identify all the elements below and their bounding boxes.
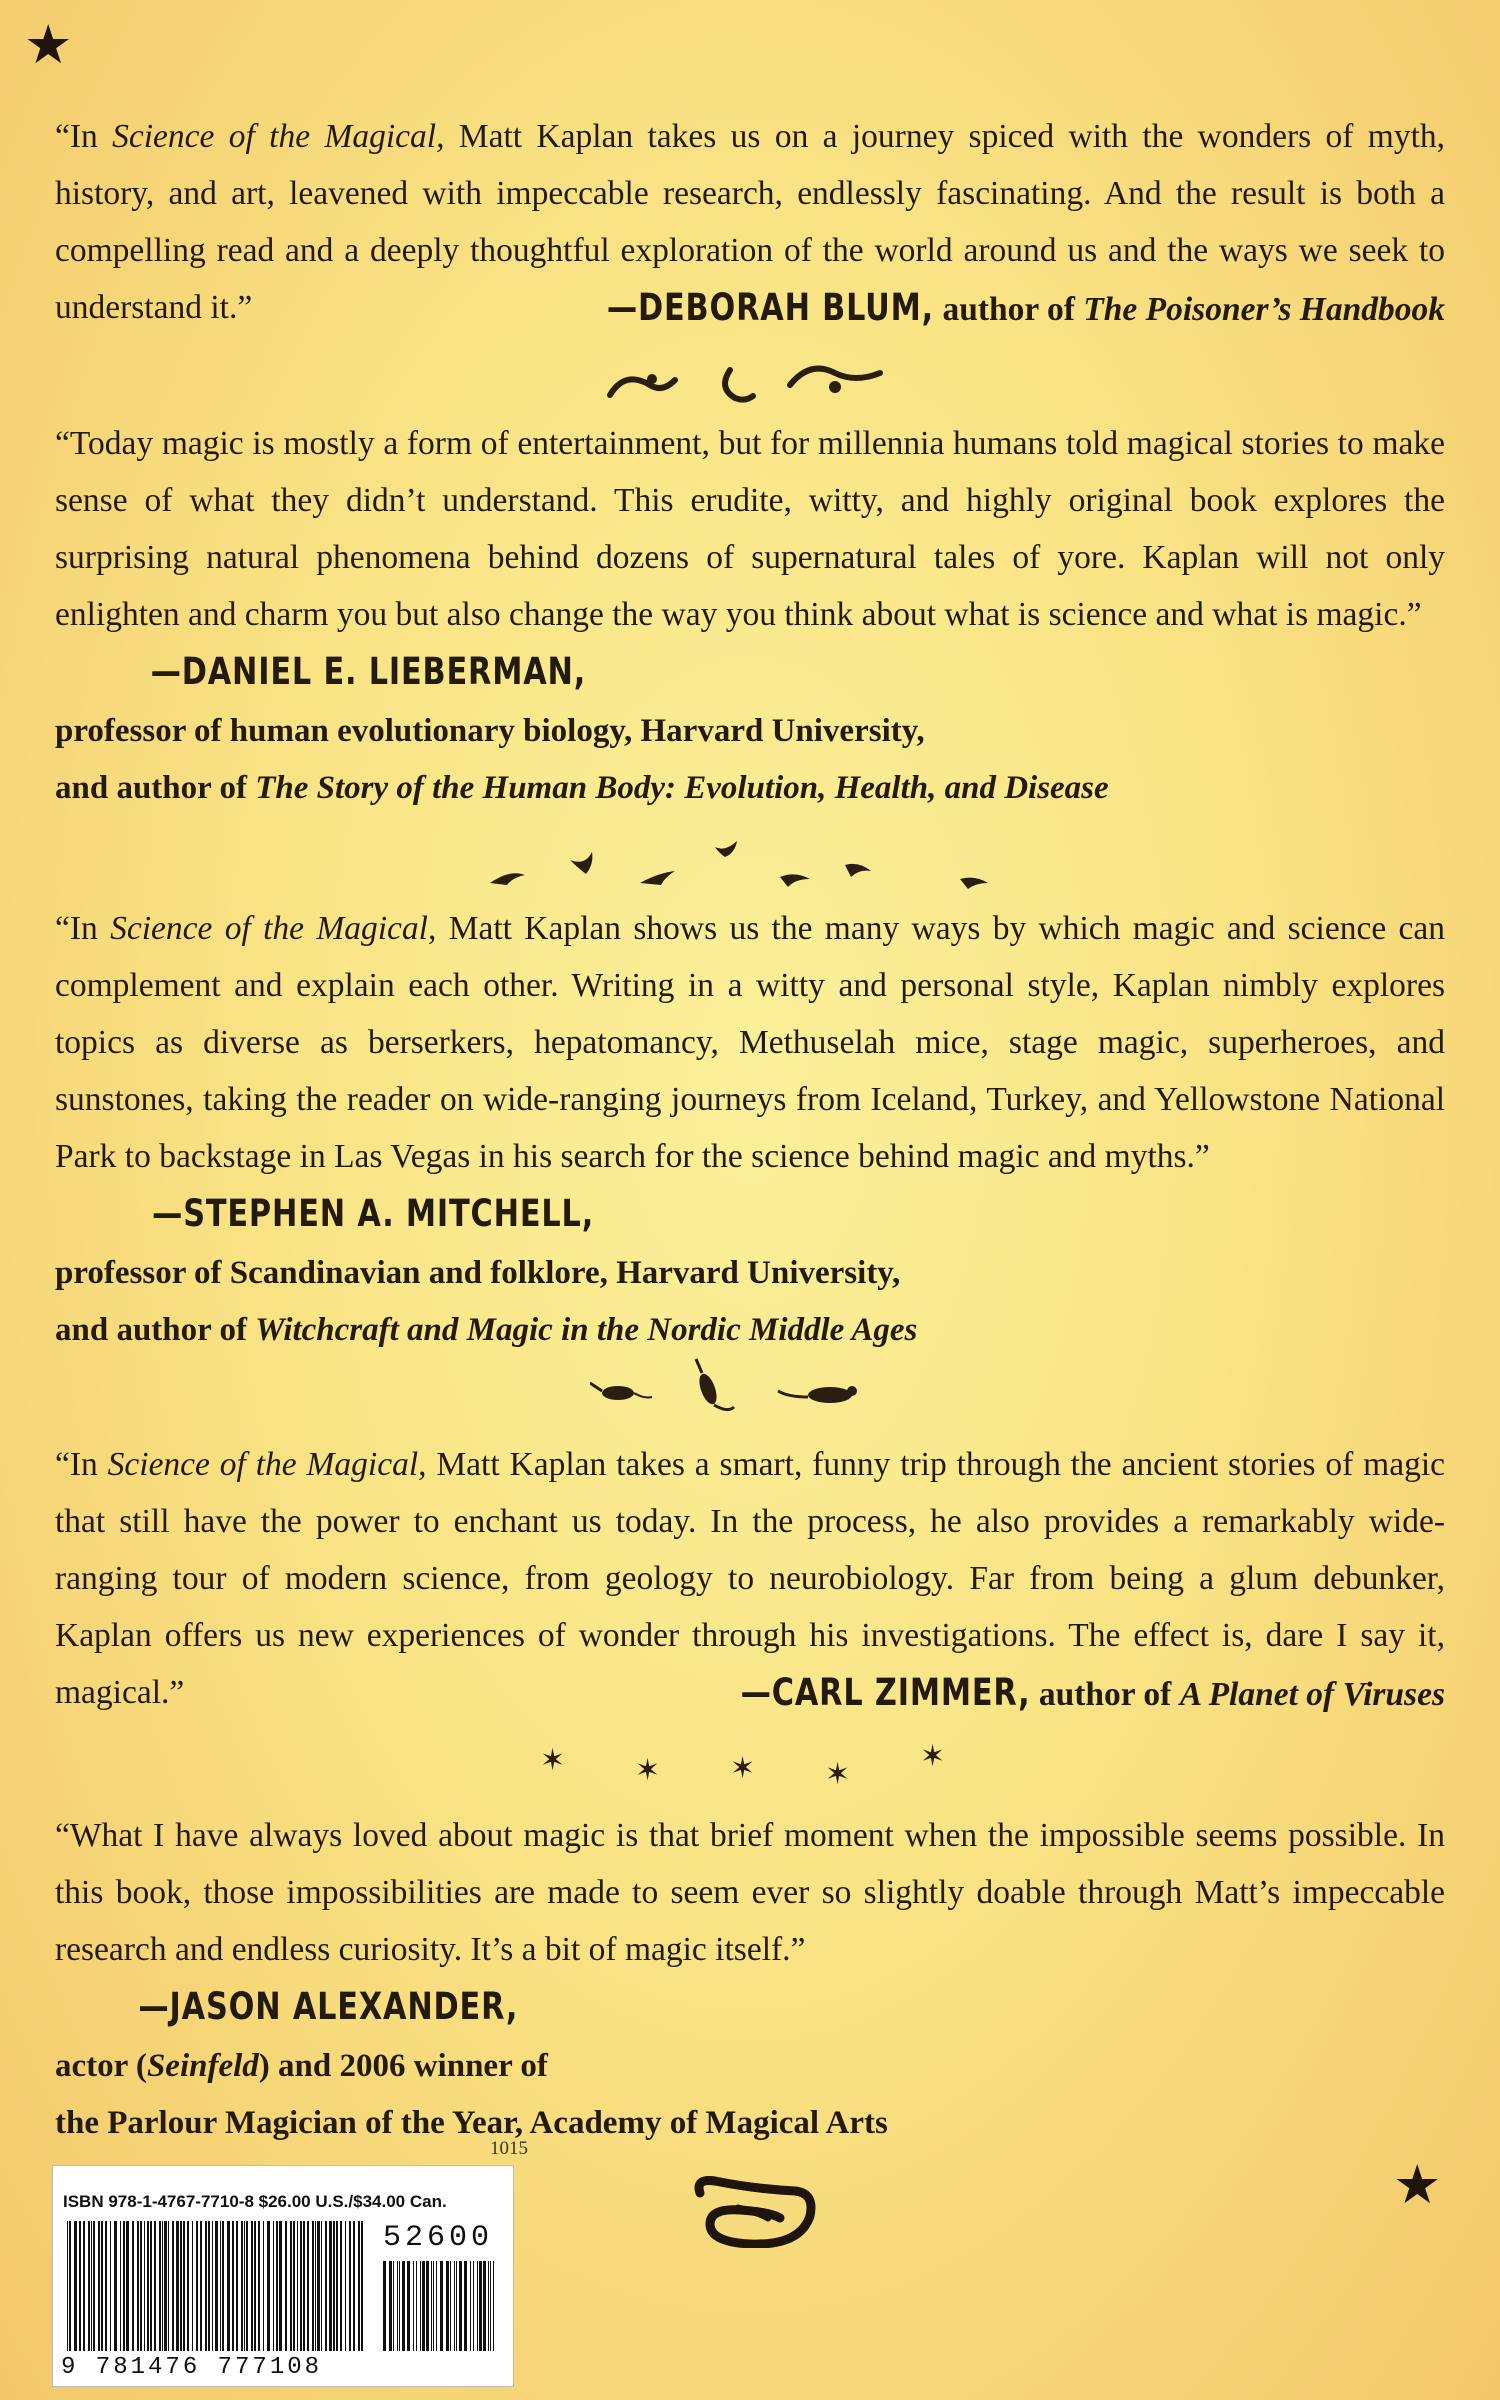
barcode-bar — [315, 2221, 316, 2351]
barcode-bar — [215, 2221, 218, 2351]
author-name: —JASON ALEXANDER, — [138, 1985, 519, 2028]
barcode-bar — [258, 2221, 260, 2351]
italic-title: The Poisoner’s Handbook — [1083, 291, 1445, 328]
barcode-bar — [358, 2221, 360, 2351]
barcode-label — [52, 2165, 514, 2387]
barcode-bar — [144, 2221, 145, 2351]
text-run: professor of human evolutionary biology, Harvard University, — [55, 713, 925, 749]
barcode-bar — [236, 2221, 238, 2351]
text-run: Matt Kaplan shows us the many ways by which magic and science can complement and explain each other. Writing in a witty and personal style, Kaplan nimbly explores topics as diverse as berserkers, hepatomancy, Methuselah mice, stage magic, superheroes, and sunstones, taking the reader on wide-ranging journeys from Iceland, Turkey, and Yellowstone National Park to backstage in Las Vegas in his search for the science behind magic and myths.” — [55, 910, 1446, 1175]
barcode-bar — [162, 2221, 163, 2351]
barcode-bar — [192, 2221, 193, 2351]
text-run: “In — [55, 1446, 108, 1483]
barcode-bar — [479, 2261, 482, 2351]
barcode-bar — [488, 2261, 489, 2351]
author-affiliation — [1031, 1676, 1446, 1713]
barcode-bar — [393, 2261, 394, 2351]
blurb-jason-alexander — [55, 1807, 1445, 2152]
barcode-bar — [440, 2261, 443, 2351]
snake-icon — [690, 2168, 820, 2248]
barcode-bar — [168, 2221, 169, 2351]
barcode-bar — [187, 2221, 189, 2351]
italic-title: A Planet of Viruses — [1179, 1676, 1445, 1713]
barcode-bar — [433, 2261, 434, 2351]
barcode-bar — [361, 2221, 363, 2351]
text-run: actor ( — [55, 2048, 147, 2084]
barcode-bar — [290, 2221, 292, 2351]
barcode-bar — [407, 2261, 410, 2351]
italic-title: Science of the Magical, — [112, 118, 445, 155]
svg-text:✶: ✶ — [920, 1740, 946, 1774]
barcode-bar — [464, 2261, 467, 2351]
attribution — [677, 1664, 1445, 1723]
barcode-bar — [420, 2261, 421, 2351]
text-run: professor of Scandinavian and folklore, Harvard University, — [55, 1255, 901, 1291]
barcode-bar — [123, 2221, 125, 2351]
barcode-bar — [93, 2221, 95, 2351]
barcode-bar — [276, 2221, 278, 2351]
barcode-bar — [205, 2221, 207, 2351]
barcode-bar — [389, 2261, 392, 2351]
barcode-bar — [227, 2221, 230, 2351]
barcode-bar — [200, 2221, 202, 2351]
barcode-bar — [470, 2261, 471, 2351]
barcode-bar — [285, 2221, 287, 2351]
barcode-bar — [321, 2221, 322, 2351]
blurb-text — [55, 415, 1445, 643]
author-name: —DANIEL E. LIEBERMAN, — [150, 650, 587, 693]
barcode-bar — [473, 2261, 474, 2351]
barcode-bar — [307, 2221, 309, 2351]
barcode-bar — [397, 2261, 398, 2351]
text-run: “Today magic is mostly a form of entertainment, but for millennia humans told magical stories to make sense of what they didn’t understand. This erudite, witty, and highly original book explores the surprising natural phenomena behind dozens of supernatural tales of yore. Kaplan will not only enlighten and charm you but also change the way you think about what is science and what is magic.” — [55, 425, 1445, 633]
attribution — [55, 1978, 1445, 2038]
text-run: Matt Kaplan takes a smart, funny trip through the ancient stories of magic that still have the power to enchant us today. In the process, he also provides a remarkably wide-ranging tour of modern science, from geology to neurobiology. Far from being a glum debunker, Kaplan offers us new experiences of wonder through his investigations. The effect is, dare I say it, magical.” — [55, 1446, 1445, 1711]
author-affiliation — [934, 291, 1445, 328]
barcode-bar — [98, 2221, 100, 2351]
barcode-bar — [208, 2221, 210, 2351]
author-affiliation — [55, 1245, 1445, 1302]
barcode-bar — [137, 2221, 139, 2351]
barcode-bar — [456, 2261, 457, 2351]
isbn-price-line: ISBN 978-1-4767-7710-8 $26.00 U.S./$34.00 Can. — [63, 2192, 447, 2211]
author-affiliation — [55, 2095, 1445, 2152]
price-barcode — [383, 2261, 498, 2351]
star-icon: ★ — [24, 15, 73, 75]
barcode-bar — [426, 2261, 429, 2351]
isbn-barcode — [67, 2221, 367, 2351]
barcode-bar — [483, 2261, 486, 2351]
barcode-bar — [254, 2221, 256, 2351]
star-icon: ★ — [1393, 2155, 1442, 2215]
star-icon — [540, 1740, 960, 1790]
italic-title: Science of the Magical, — [107, 1446, 427, 1483]
barcode-bar — [164, 2221, 167, 2351]
barcode-bar — [279, 2221, 282, 2351]
attribution — [55, 1185, 1445, 1245]
barcode-bar — [263, 2221, 264, 2351]
barcode-bar — [88, 2221, 90, 2351]
blurb-stephen-mitchell — [55, 900, 1445, 1359]
svg-text:✶: ✶ — [540, 1743, 566, 1778]
italic-title: Seinfeld — [146, 2048, 259, 2084]
barcode-bar — [446, 2261, 449, 2351]
barcode-bar — [110, 2221, 111, 2351]
author-affiliation — [55, 1302, 1445, 1359]
blurb-text — [55, 1807, 1445, 1978]
barcode-bar — [345, 2221, 346, 2351]
barcode-bar — [150, 2221, 152, 2351]
text-run: “In — [55, 118, 113, 155]
svg-text:✶: ✶ — [730, 1751, 756, 1786]
mouse-ornament — [0, 1355, 1500, 1415]
bird-icon — [490, 835, 1010, 895]
barcode-bar — [297, 2221, 298, 2351]
text-run: “What I have always loved about magic is that brief moment when the impossible seems possible. In this book, those impossibilities are made to seem ever so slightly doable through Matt’s impeccable research and endless curiosity. It’s a bit of magic itself.” — [55, 1817, 1445, 1968]
text-run: and author of — [55, 1312, 256, 1348]
barcode-bar — [79, 2221, 81, 2351]
barcode-digits: 9 781476 777108 — [61, 2354, 323, 2381]
barcode-bar — [349, 2221, 351, 2351]
barcode-bar — [183, 2221, 185, 2351]
blurb-text — [55, 108, 1445, 336]
barcode-bar — [303, 2221, 305, 2351]
italic-title: Science of the Magical, — [110, 910, 437, 947]
barcode-bar — [267, 2221, 270, 2351]
snake-ornament — [690, 2168, 820, 2253]
barcode-bar — [329, 2221, 332, 2351]
author-name: —DEBORAH BLUM, — [606, 286, 935, 329]
swirl-ornament — [0, 355, 1500, 410]
author-name: —STEPHEN A. MITCHELL, — [152, 1192, 595, 1235]
barcode-bar — [69, 2221, 71, 2351]
blurb-carl-zimmer — [55, 1436, 1445, 1723]
blurb-deborah-blum — [55, 108, 1445, 338]
blurb-text — [55, 1436, 1445, 1721]
barcode-bar — [74, 2221, 77, 2351]
barcode-bar — [340, 2221, 342, 2351]
barcode-bar — [422, 2261, 425, 2351]
author-name: —CARL ZIMMER, — [740, 1671, 1031, 1714]
barcode-bar — [172, 2221, 174, 2351]
barcode-bar — [300, 2221, 302, 2351]
barcode-bar — [493, 2261, 494, 2351]
barcode-bar — [222, 2221, 224, 2351]
barcode-bar — [413, 2261, 414, 2351]
barcode-bar — [293, 2221, 295, 2351]
barcode-bar — [336, 2221, 338, 2351]
barcode-bar — [459, 2261, 462, 2351]
svg-text:✶: ✶ — [635, 1753, 661, 1788]
barcode-bar — [454, 2261, 455, 2351]
barcode-bar — [317, 2221, 320, 2351]
barcode-bar — [399, 2261, 400, 2351]
barcode-bar — [383, 2261, 386, 2351]
text-run: ) and 2006 winner of — [258, 2048, 548, 2084]
barcode-bar — [126, 2221, 129, 2351]
barcode-bar — [402, 2261, 405, 2351]
attribution — [55, 643, 1445, 703]
author-affiliation — [55, 703, 1445, 760]
text-run: and author of — [55, 770, 256, 806]
barcode-bar — [140, 2221, 142, 2351]
text-run: “In — [55, 910, 111, 947]
barcode-bar — [132, 2221, 134, 2351]
barcode-bar — [114, 2221, 117, 2351]
bird-ornament — [0, 835, 1500, 895]
barcode-bar — [180, 2221, 182, 2351]
author-affiliation — [55, 760, 1445, 817]
barcode-bar — [416, 2261, 417, 2351]
svg-text:✶: ✶ — [825, 1757, 851, 1790]
barcode-bar — [490, 2261, 491, 2351]
barcode-bar — [431, 2261, 432, 2351]
barcode-bar — [212, 2221, 213, 2351]
barcode-bar — [333, 2221, 335, 2351]
barcode-bar — [325, 2221, 327, 2351]
barcode-bar — [176, 2221, 179, 2351]
barcode-bar — [246, 2221, 248, 2351]
barcode-bar — [101, 2221, 103, 2351]
barcode-bar — [159, 2221, 161, 2351]
barcode-bar — [105, 2221, 107, 2351]
swirl-icon — [600, 355, 900, 410]
blurb-text — [55, 900, 1445, 1185]
price-code: 52600 — [383, 2221, 494, 2255]
barcode-bar — [241, 2221, 243, 2351]
barcode-bar — [196, 2221, 198, 2351]
author-affiliation — [55, 2038, 1445, 2095]
text-run: the Parlour Magician of the Year, Academy of Magical Arts — [55, 2105, 888, 2141]
barcode-bar — [251, 2221, 253, 2351]
barcode-bar — [353, 2221, 355, 2351]
barcode-bar — [477, 2261, 478, 2351]
barcode-bar — [91, 2221, 92, 2351]
stars-ornament — [0, 1740, 1500, 1790]
text-run: author of — [1038, 1676, 1180, 1713]
italic-title: Witchcraft and Magic in the Nordic Middle Ages — [255, 1312, 918, 1348]
barcode-bar — [154, 2221, 156, 2351]
text-run: Matt Kaplan takes us on a journey spiced with the wonders of myth, history, and art, leavened with impeccable research, endlessly fascinating. And the result is both a compelling read and a deeply thoughtful exploration of the world around us and the ways we seek to understand it.” — [55, 118, 1446, 326]
text-run: author of — [942, 291, 1084, 328]
barcode-bar — [120, 2221, 121, 2351]
barcode-bar — [232, 2221, 234, 2351]
mouse-icon — [590, 1355, 910, 1415]
blurb-daniel-lieberman — [55, 415, 1445, 817]
barcode-bar — [450, 2261, 451, 2351]
print-code: 1015 — [490, 2138, 528, 2159]
barcode-bar — [244, 2221, 245, 2351]
barcode-bar — [67, 2221, 68, 2351]
italic-title: The Story of the Human Body: Evolution, Health, and Disease — [255, 770, 1109, 806]
barcode-bar — [436, 2261, 437, 2351]
barcode-bar — [83, 2221, 85, 2351]
barcode-bar — [312, 2221, 314, 2351]
attribution — [535, 279, 1445, 338]
barcode-bar — [273, 2221, 274, 2351]
barcode-bar — [147, 2221, 149, 2351]
barcode-bar — [220, 2221, 221, 2351]
